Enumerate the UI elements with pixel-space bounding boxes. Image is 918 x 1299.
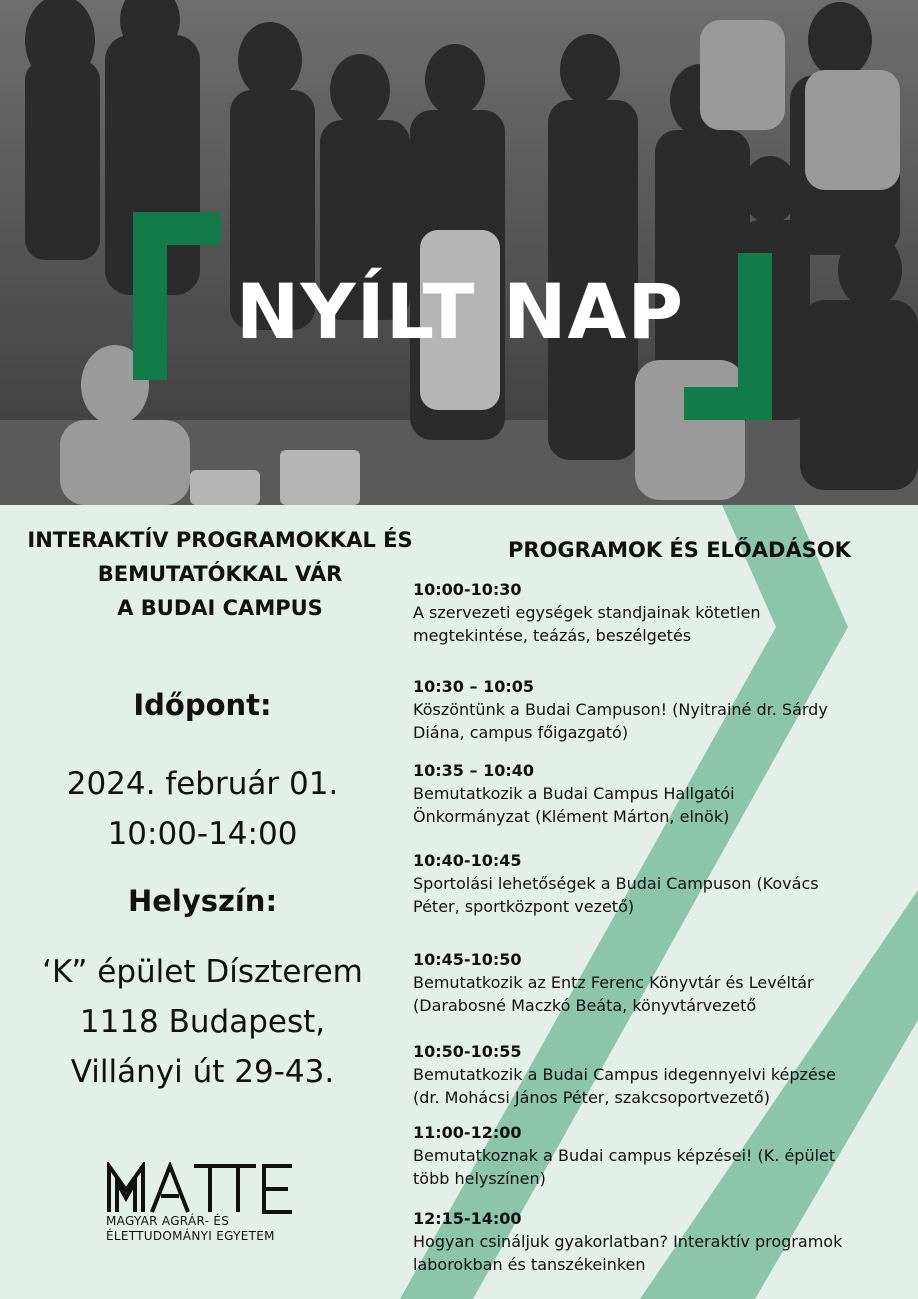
program-desc: Bemutatkozik az Entz Ferenc Könyvtár és Levéltár	[413, 973, 814, 992]
intro-heading	[0, 523, 440, 625]
program-desc: Diána, campus főigazgató)	[413, 723, 629, 742]
program-desc: laborokban és tanszékeinken	[413, 1255, 646, 1274]
event-date: 2024. február 01.	[66, 766, 339, 802]
mate-logo-mark	[106, 1162, 296, 1214]
venue-label: Helyszín:	[127, 884, 278, 918]
venue-line: Villányi út 29-43.	[70, 1054, 335, 1090]
program-item	[413, 1122, 908, 1190]
venue-line: 1118 Budapest,	[79, 1004, 326, 1040]
logo-line-2: ÉLETTUDOMÁNYI EGYETEM	[106, 1229, 275, 1243]
program-desc: Bemutatkozik a Budai Campus idegennyelvi képzése	[413, 1065, 836, 1084]
program-time: 10:30 – 10:05	[413, 677, 534, 696]
date-label: Időpont:	[133, 688, 272, 722]
program-item	[413, 760, 908, 828]
program-item	[413, 1208, 908, 1276]
programs-heading: PROGRAMOK ÉS ELŐADÁSOK	[508, 538, 851, 562]
program-time: 10:50-10:55	[413, 1042, 522, 1061]
program-desc: Bemutatkoznak a Budai campus képzései! (K. épület	[413, 1146, 836, 1165]
program-desc: (Darabosné Maczkó Beáta, könyvtárvezető	[413, 996, 757, 1015]
venue-block	[0, 947, 405, 1097]
program-item	[413, 579, 908, 647]
logo-line-1: MAGYAR AGRÁR- ÉS	[106, 1214, 230, 1228]
program-desc: (dr. Mohácsi János Péter, szakcsoportvezető)	[413, 1088, 770, 1107]
program-desc: Péter, sportközpont vezető)	[413, 897, 635, 916]
page-title: NYÍLT NAP	[235, 267, 685, 356]
program-time: 11:00-12:00	[413, 1123, 522, 1142]
event-time: 10:00-14:00	[107, 816, 298, 852]
program-desc: Köszöntünk a Budai Campuson! (Nyitrainé dr. Sárdy	[413, 700, 828, 719]
program-item	[413, 676, 908, 744]
program-desc: Hogyan csináljuk gyakorlatban? Interaktív programok	[413, 1232, 843, 1251]
program-desc: Önkormányzat (Klément Márton, elnök)	[413, 807, 730, 826]
program-time: 10:45-10:50	[413, 950, 522, 969]
intro-line: INTERAKTÍV PROGRAMOKKAL ÉS	[27, 528, 413, 552]
logo-mark-text: MATE	[106, 1162, 109, 1163]
program-time: 10:35 – 10:40	[413, 761, 534, 780]
program-item	[413, 1041, 908, 1109]
program-desc: A szervezeti egységek standjainak kötetlen	[413, 603, 761, 622]
program-desc: Sportolási lehetőségek a Budai Campuson (Kovács	[413, 874, 819, 893]
program-item	[413, 949, 908, 1017]
intro-line: BEMUTATÓKKAL VÁR	[97, 562, 343, 586]
program-time: 10:40-10:45	[413, 851, 522, 870]
program-desc: Bemutatkozik a Budai Campus Hallgatói	[413, 784, 735, 803]
program-desc: megtekintése, teázás, beszélgetés	[413, 626, 692, 645]
program-time: 10:00-10:30	[413, 580, 522, 599]
intro-line: A BUDAI CAMPUS	[117, 596, 323, 620]
mate-logo	[106, 1162, 306, 1244]
program-item	[413, 850, 908, 918]
program-desc: több helyszínen)	[413, 1169, 546, 1188]
venue-line: ‘K” épület Díszterem	[42, 954, 363, 990]
date-time-block	[0, 759, 405, 859]
program-time: 12:15-14:00	[413, 1209, 522, 1228]
